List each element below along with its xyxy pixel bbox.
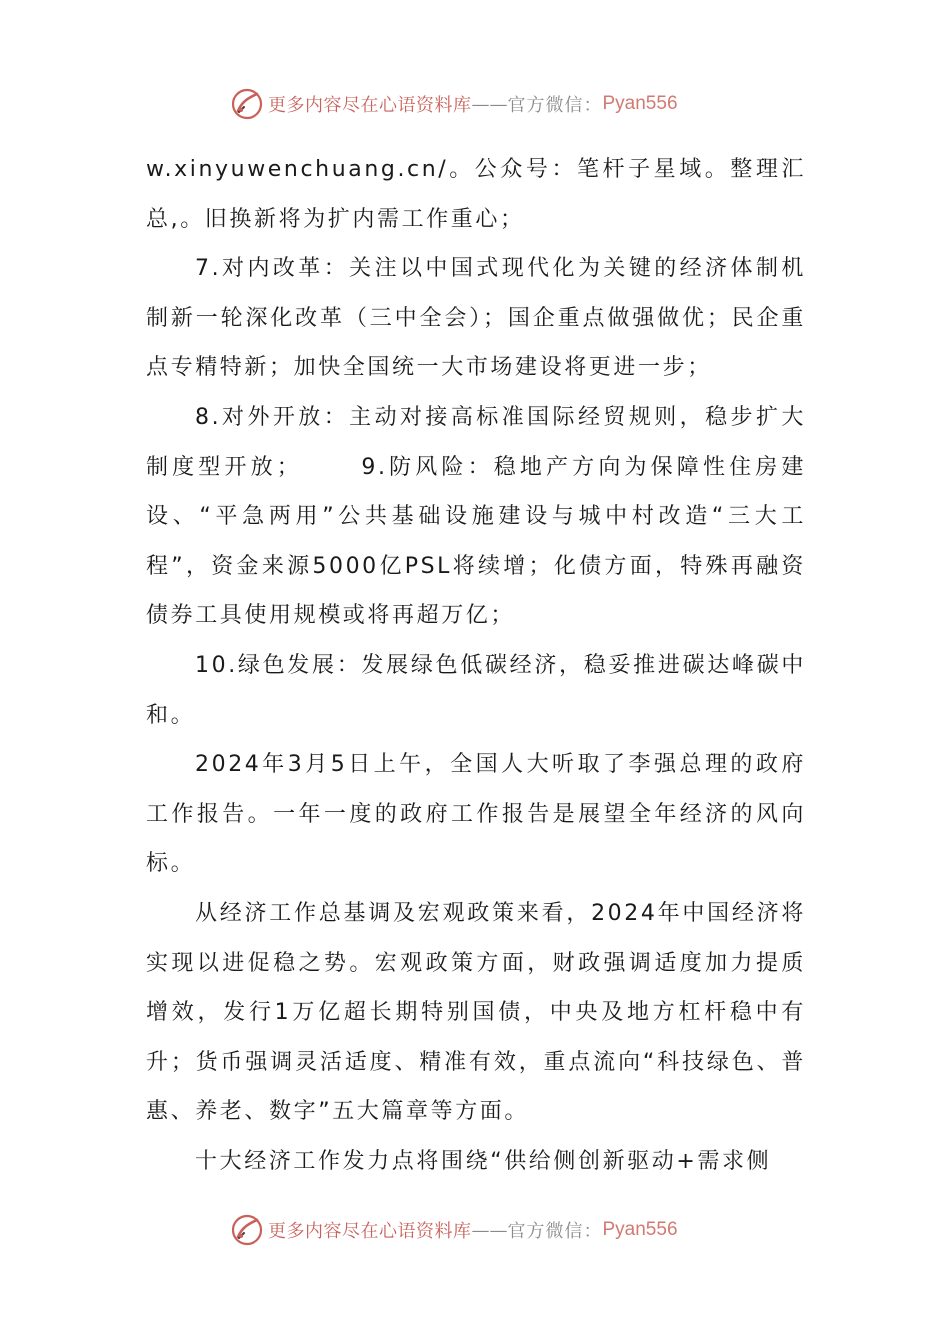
watermark-dash: —— — [471, 93, 508, 115]
paragraph-6: 从经济工作总基调及宏观政策来看，2024年中国经济将实现以进促稳之势。宏观政策方面，财政强调适度加力提质增效，发行1万亿超长期特别国债，中央及地方杠杆稳中有升；货币强调灵活适度、精准有效，重点流向“科技绿色、普惠、养老、数字”五大篇章等方面。 — [146, 900, 806, 1125]
paragraph-3 — [146, 393, 806, 641]
watermark-official-text: 官方微信： — [507, 95, 603, 116]
watermark-dash: —— — [471, 1219, 508, 1241]
document-body — [146, 145, 806, 1186]
paragraph-5: 2024年3月5日上午，全国人大听取了李强总理的政府工作报告。一年一度的政府工作报告是展望全年经济的风向标。 — [146, 752, 806, 877]
footer-watermark-banner — [230, 1212, 750, 1248]
pen-swirl-logo-icon — [230, 1213, 264, 1247]
paragraph-7: 十大经济工作发力点将围绕“供给侧创新驱动+需求侧 — [195, 1148, 772, 1174]
pen-swirl-logo-icon — [230, 87, 264, 121]
watermark-site-text: 更多内容尽在心语资料库 — [268, 95, 472, 116]
paragraph-1: w.xinyuwenchuang.cn/。公众号：笔杆子星域。整理汇总,。旧换新将为扩内需工作重心； — [146, 157, 806, 232]
paragraph-2: 7.对内改革：关注以中国式现代化为关键的经济体制机制新一轮深化改革（三中全会）；国企重点做强做优；民企重点专精特新；加快全国统一大市场建设将更进一步； — [146, 256, 806, 381]
paragraph-3-part-b: 9.防风险：稳地产方向为保障性住房建设、“平急两用”公共基础设施建设与城中村改造“三大工程”，资金来源5000亿PSL将续增；化债方面，特殊再融资债券工具使用规模或将再超万亿； — [146, 454, 806, 629]
watermark-site-text: 更多内容尽在心语资料库 — [268, 1221, 472, 1242]
paragraph-3-part-a: 8.对外开放：主动对接高标准国际经贸规则，稳步扩大制度型开放； — [146, 404, 806, 480]
watermark-wechat-id: Pyan556 — [602, 1219, 678, 1240]
watermark-official-text: 官方微信： — [507, 1221, 603, 1242]
header-watermark-banner — [230, 86, 750, 122]
watermark-wechat-id: Pyan556 — [602, 93, 678, 114]
paragraph-4: 10.绿色发展：发展绿色低碳经济，稳妥推进碳达峰碳中和。 — [146, 652, 806, 728]
